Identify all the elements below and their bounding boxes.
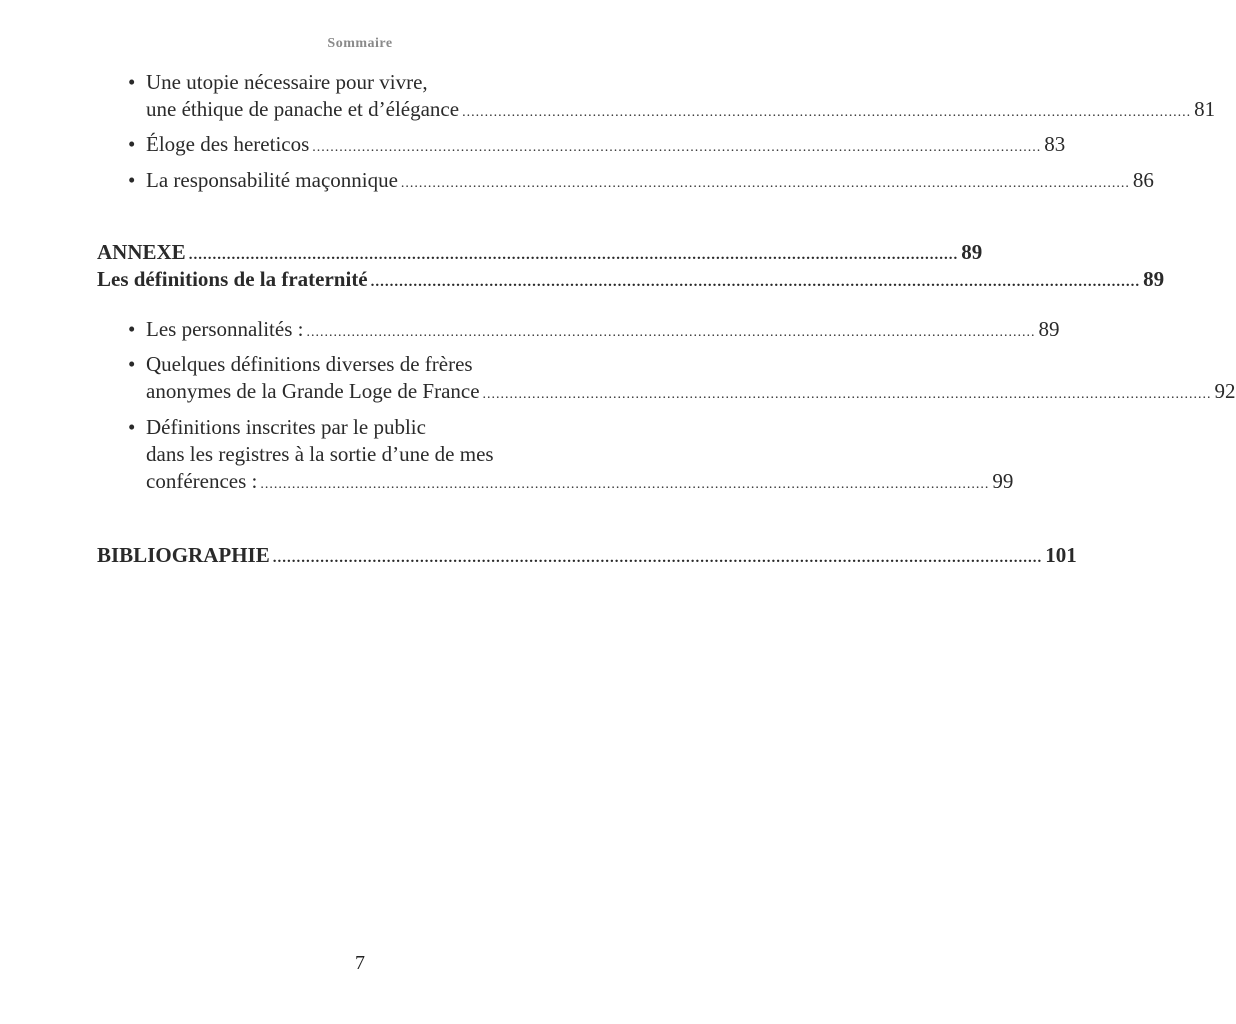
toc-entry-utopie-line1: Une utopie nécessaire pour vivre, — [146, 70, 428, 94]
toc-section-definitions[interactable] — [97, 266, 1165, 296]
bullet: • — [128, 415, 136, 439]
running-head: Sommaire — [327, 36, 393, 51]
dot-leader: .................................................................................................................................................................. — [306, 325, 1036, 340]
toc-entry-quelques-line1: Quelques définitions diverses de frères — [146, 352, 473, 376]
toc-page-number: 92 — [1214, 379, 1236, 403]
dot-leader: .................................................................................................................................................................. — [188, 247, 959, 263]
bullet: • — [128, 317, 136, 341]
toc-entry-quelques[interactable] — [146, 378, 1236, 408]
bullet: • — [128, 132, 136, 156]
toc-entry-text: anonymes de la Grande Loge de France — [146, 379, 480, 403]
toc-entry-inscrites[interactable] — [146, 468, 1014, 498]
toc-entry-personnalites[interactable] — [146, 316, 1060, 346]
dot-leader: .................................................................................................................................................................. — [400, 176, 1130, 191]
toc-page-number: 86 — [1132, 168, 1154, 192]
toc-entry-inscrites-line1: Définitions inscrites par le public — [146, 415, 426, 439]
toc-page-number: 83 — [1044, 132, 1066, 156]
toc-page-number: 89 — [961, 240, 983, 264]
toc-entry-text: Éloge des hereticos — [146, 132, 310, 156]
toc-section-title: BIBLIOGRAPHIE — [97, 543, 270, 567]
toc-page-number: 101 — [1045, 543, 1077, 567]
toc-entry-text: une éthique de panache et d’élégance — [146, 97, 460, 121]
dot-leader: .................................................................................................................................................................. — [482, 387, 1212, 402]
toc-entry-eloge[interactable] — [146, 131, 1066, 161]
toc-section-annexe[interactable] — [97, 239, 983, 269]
toc-entry-text: La responsabilité maçonnique — [146, 168, 398, 192]
toc-entry-text: Les personnalités : — [146, 317, 304, 341]
toc-section-title: Les définitions de la fraternité — [97, 267, 368, 291]
toc-section-title: ANNEXE — [97, 240, 186, 264]
toc-page-number: 89 — [1143, 267, 1165, 291]
dot-leader: .................................................................................................................................................................. — [462, 105, 1192, 120]
toc-entry-inscrites-line2: dans les registres à la sortie d’une de mes — [146, 442, 494, 466]
bullet: • — [128, 168, 136, 192]
dot-leader: .................................................................................................................................................................. — [370, 274, 1141, 290]
toc-page-number: 89 — [1038, 317, 1060, 341]
bullet: • — [128, 352, 136, 376]
dot-leader: .................................................................................................................................................................. — [272, 550, 1043, 566]
dot-leader: .................................................................................................................................................................. — [260, 477, 990, 492]
page-number: 7 — [355, 952, 365, 974]
toc-page-number: 99 — [992, 469, 1014, 493]
toc-entry-utopie[interactable] — [146, 96, 1216, 126]
bullet: • — [128, 70, 136, 94]
toc-section-bibliographie[interactable] — [97, 542, 1077, 572]
toc-entry-responsabilite[interactable] — [146, 167, 1154, 197]
toc-entry-text: conférences : — [146, 469, 258, 493]
dot-leader: .................................................................................................................................................................. — [312, 140, 1042, 155]
toc-page-number: 81 — [1194, 97, 1216, 121]
